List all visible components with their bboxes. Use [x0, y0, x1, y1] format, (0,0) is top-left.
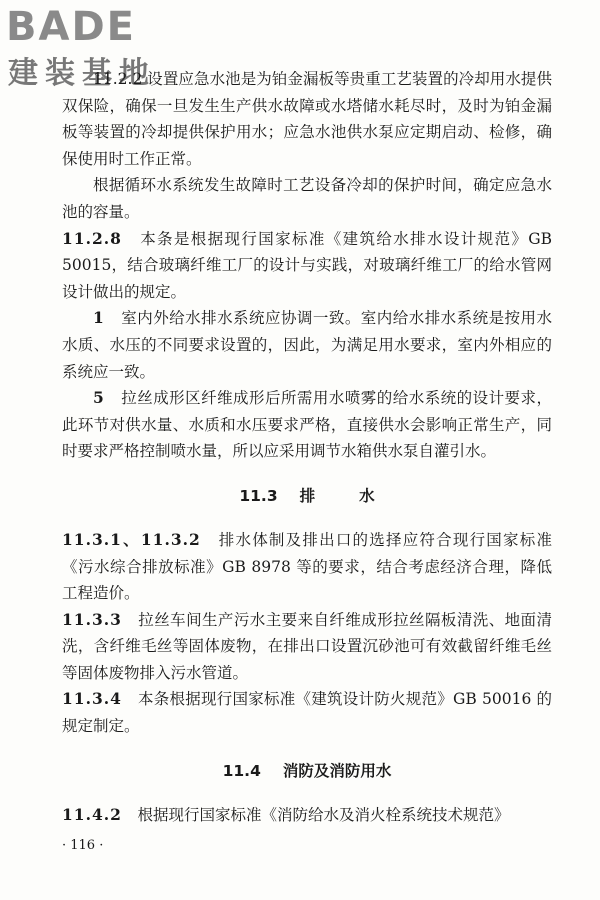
section-heading-11-4 — [62, 740, 552, 802]
paragraph-text: 拉丝成形区纤维成形后所需用水喷雾的给水系统的设计要求，此环节对供水量、水质和水压要求严格，直接供水会影响正常生产，同时要求严格控制喷水量，所以应采用调节水箱供水泵自灌引水。 — [62, 389, 552, 461]
clause-number: 11.3.3 — [62, 609, 122, 629]
clause-number: 11.3.4 — [62, 689, 122, 709]
section-heading-11-3 — [62, 465, 552, 527]
paragraph-11-3-1-2 — [62, 527, 552, 607]
logo-sub-text: 建装基地 — [8, 56, 156, 91]
logo-main-text: BADE — [6, 4, 136, 50]
document-body — [62, 66, 552, 828]
section-title-part: 排 — [299, 486, 316, 505]
paragraph-11-4-2 — [62, 802, 552, 829]
section-number: 11.3 — [239, 486, 278, 505]
page-number: · 116 · — [62, 838, 104, 853]
paragraph-11-2-8 — [62, 226, 552, 306]
paragraph-text: 根据循环水系统发生故障时工艺设备冷却的保护时间，确定应急水池的容量。 — [62, 176, 552, 221]
paragraph-text: 拉丝车间生产污水主要来自纤维成形拉丝隔板清洗、地面清洗，含纤维毛丝等固体废物，在排出口设置沉砂池可有效截留纤维毛丝等固体废物排入污水管道。 — [62, 610, 552, 682]
clause-number: 11.2.8 — [62, 228, 122, 248]
paragraph-item-1 — [62, 305, 552, 385]
paragraph-text: 11.2.2 设置应急水池是为铂金漏板等贵重工艺装置的冷却用水提供双保险，确保一旦发生生产供水故障或水塔储水耗尽时，及时为铂金漏板等装置的冷却提供保护用水；应急水池供水泵应定期启动、检修，确保使用时工作正常。 — [62, 70, 552, 168]
section-number: 11.4 — [222, 761, 261, 780]
paragraph-item-5 — [62, 385, 552, 465]
clause-number: 11.3.1、11.3.2 — [62, 529, 201, 549]
paragraph-emergency-pool-capacity — [62, 172, 552, 225]
paragraph-text: 本条根据现行国家标准《建筑设计防火规范》GB 50016 的规定制定。 — [62, 690, 552, 736]
paragraph-text: 室内外给水排水系统应协调一致。室内给水排水系统是按用水水质、水压的不同要求设置的，因此，为满足用水要求，室内外相应的系统应一致。 — [62, 309, 552, 381]
paragraph-11-3-4 — [62, 686, 552, 739]
paragraph-11-3-3 — [62, 607, 552, 687]
paragraph-text: 本条是根据现行国家标准《建筑给水排水设计规范》GB 50015，结合玻璃纤维工厂的设计与实践，对玻璃纤维工厂的给水管网设计做出的规定。 — [62, 229, 552, 301]
item-number: 1 — [93, 308, 105, 328]
section-title-part: 水 — [359, 486, 375, 505]
paragraph-text: 排水体制及排出口的选择应符合现行国家标准《污水综合排放标准》GB 8978 等的要求，结合考虑经济合理，降低工程造价。 — [62, 530, 552, 603]
paragraph-11-2-2 — [62, 66, 552, 172]
item-number: 5 — [93, 388, 105, 408]
section-title: 消防及消防用水 — [282, 761, 392, 780]
clause-number: 11.4.2 — [62, 804, 122, 824]
paragraph-text: 根据现行国家标准《消防给水及消火栓系统技术规范》 — [137, 805, 510, 824]
